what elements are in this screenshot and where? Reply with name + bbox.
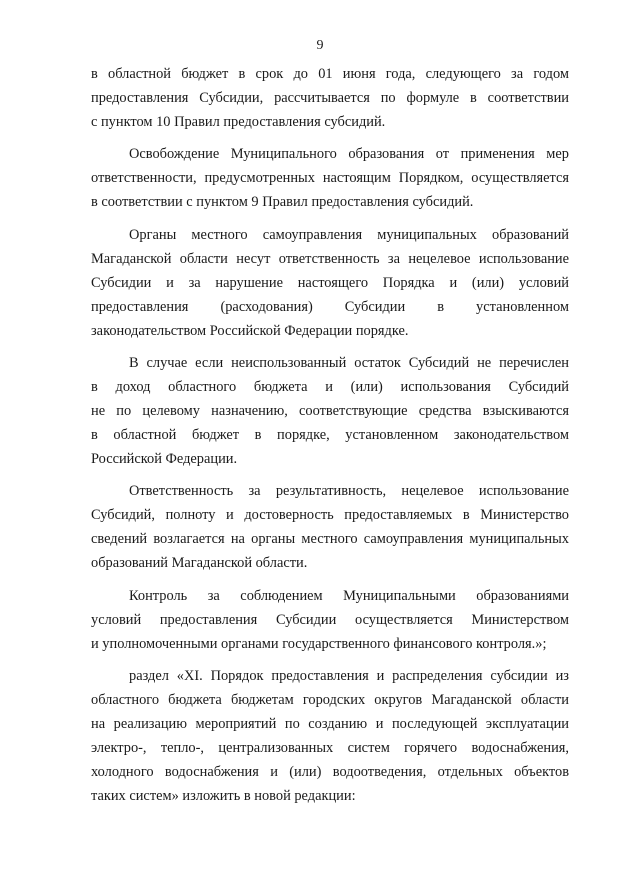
text-line: Магаданской области несут ответственность за нецелевое использование [91, 250, 569, 267]
paragraph [91, 585, 569, 657]
text-line: в соответствии с пунктом 9 Правил предоставления субсидий. [91, 194, 474, 211]
text-line: в областной бюджет в срок до 01 июня года, следующего за годом [91, 66, 569, 82]
text-line: холодного водоснабжения и (или) водоотведения, отдельных объектов [91, 763, 569, 780]
text-line: на реализацию мероприятий по созданию и последующей эксплуатации [91, 716, 569, 733]
text-line: раздел «XI. Порядок предоставления и распределения субсидии из [129, 668, 569, 685]
text-line: Ответственность за результативность, нецелевое использование [129, 483, 569, 500]
text-line: Освобождение Муниципального образования от применения мер [129, 146, 569, 163]
text-line: в доход областного бюджета и (или) использования Субсидий [91, 379, 569, 396]
text-line: таких систем» изложить в новой редакции: [91, 787, 356, 804]
paragraph [91, 224, 569, 343]
paragraph [91, 665, 569, 808]
text-line: Контроль за соблюдением Муниципальными образованиями [129, 587, 569, 604]
text-line: образований Магаданской области. [91, 555, 308, 572]
paragraph [91, 63, 569, 135]
text-line: областного бюджета бюджетам городских округов Магаданской области [91, 692, 569, 709]
document-body [91, 63, 569, 817]
text-line: Субсидий, полноту и достоверность предоставляемых в Министерство [91, 507, 569, 524]
paragraph [91, 352, 569, 471]
text-line: с пунктом 10 Правил предоставления субсидий. [91, 113, 386, 130]
text-line: предоставления Субсидии, рассчитывается по формуле в соответствии [91, 89, 569, 106]
text-line: Российской Федерации. [91, 450, 238, 467]
text-line: предоставления (расходования) Субсидии в установленном [91, 298, 569, 315]
page-number: 9 [316, 38, 324, 53]
text-line: законодательством Российской Федерации порядке. [91, 322, 409, 339]
text-line: в областной бюджет в порядке, установленном законодательством [91, 426, 569, 443]
paragraph [91, 143, 569, 215]
text-line: и уполномоченными органами государственного финансового контроля.»; [91, 635, 547, 652]
paragraph [91, 480, 569, 576]
text-line: условий предоставления Субсидии осуществляется Министерством [91, 611, 569, 628]
text-line: В случае если неиспользованный остаток Субсидий не перечислен [129, 355, 569, 372]
text-line: Органы местного самоуправления муниципальных образований [129, 226, 569, 243]
text-line: не по целевому назначению, соответствующие средства взыскиваются [91, 402, 569, 419]
text-line: Субсидии и за нарушение настоящего Порядка и (или) условий [91, 274, 569, 291]
text-line: ответственности, предусмотренных настоящим Порядком, осуществляется [91, 170, 569, 187]
text-line: электро-, тепло-, централизованных систем горячего водоснабжения, [91, 739, 569, 756]
text-line: сведений возлагается на органы местного самоуправления муниципальных [91, 531, 569, 548]
